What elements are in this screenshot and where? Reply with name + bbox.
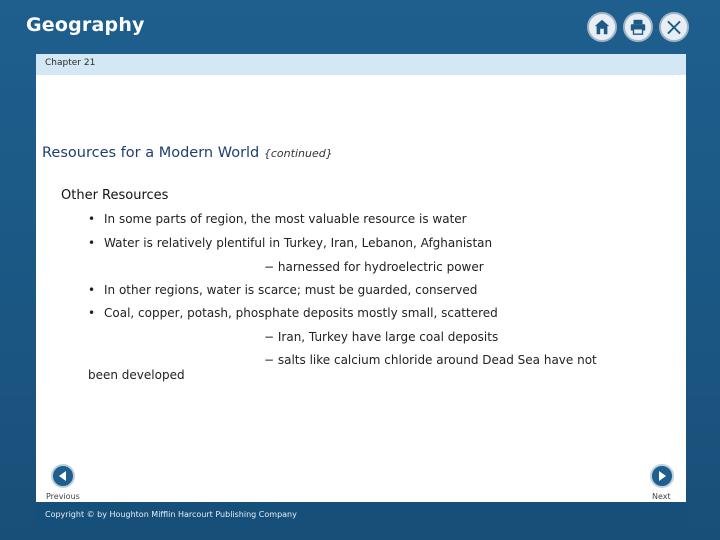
next-button[interactable] [650, 464, 674, 488]
previous-label[interactable]: Previous [46, 492, 80, 501]
home-button[interactable] [587, 12, 617, 42]
bullet-item: • In some parts of region, the most valuable resource is water [88, 212, 467, 226]
sub-point: − salts like calcium chloride around Dead Sea have not [264, 353, 597, 367]
arrow-right-icon [656, 470, 668, 482]
bullet-item: • Water is relatively plentiful in Turkey, Iran, Lebanon, Afghanistan [88, 236, 493, 250]
slide-title-text: Resources for a Modern World [42, 145, 260, 161]
next-label[interactable]: Next [652, 492, 671, 501]
sub-point: − harnessed for hydroelectric power [264, 260, 484, 274]
close-icon [665, 18, 683, 36]
sub-heading: Other Resources [61, 188, 169, 203]
top-toolbar [587, 12, 689, 42]
chapter-label: Chapter 21 [45, 58, 96, 68]
close-button[interactable] [659, 12, 689, 42]
app-title: Geography [26, 14, 145, 36]
home-icon [593, 18, 611, 36]
copyright-text: Copyright © by Houghton Mifflin Harcourt Publishing Company [45, 510, 297, 519]
previous-button[interactable] [51, 464, 75, 488]
slide-content [36, 75, 686, 502]
footer-bar [36, 502, 686, 526]
print-button[interactable] [623, 12, 653, 42]
arrow-left-icon [57, 470, 69, 482]
print-icon [629, 18, 647, 36]
bullet-item: • In other regions, water is scarce; must be guarded, conserved [88, 283, 478, 297]
chapter-bar [36, 54, 686, 75]
bullet-item: • Coal, copper, potash, phosphate deposits mostly small, scattered [88, 306, 498, 320]
sub-point: − Iran, Turkey have large coal deposits [264, 330, 499, 344]
continuation-line: been developed [88, 368, 185, 382]
slide-title [42, 145, 333, 161]
slide-title-suffix: {continued} [263, 147, 333, 160]
